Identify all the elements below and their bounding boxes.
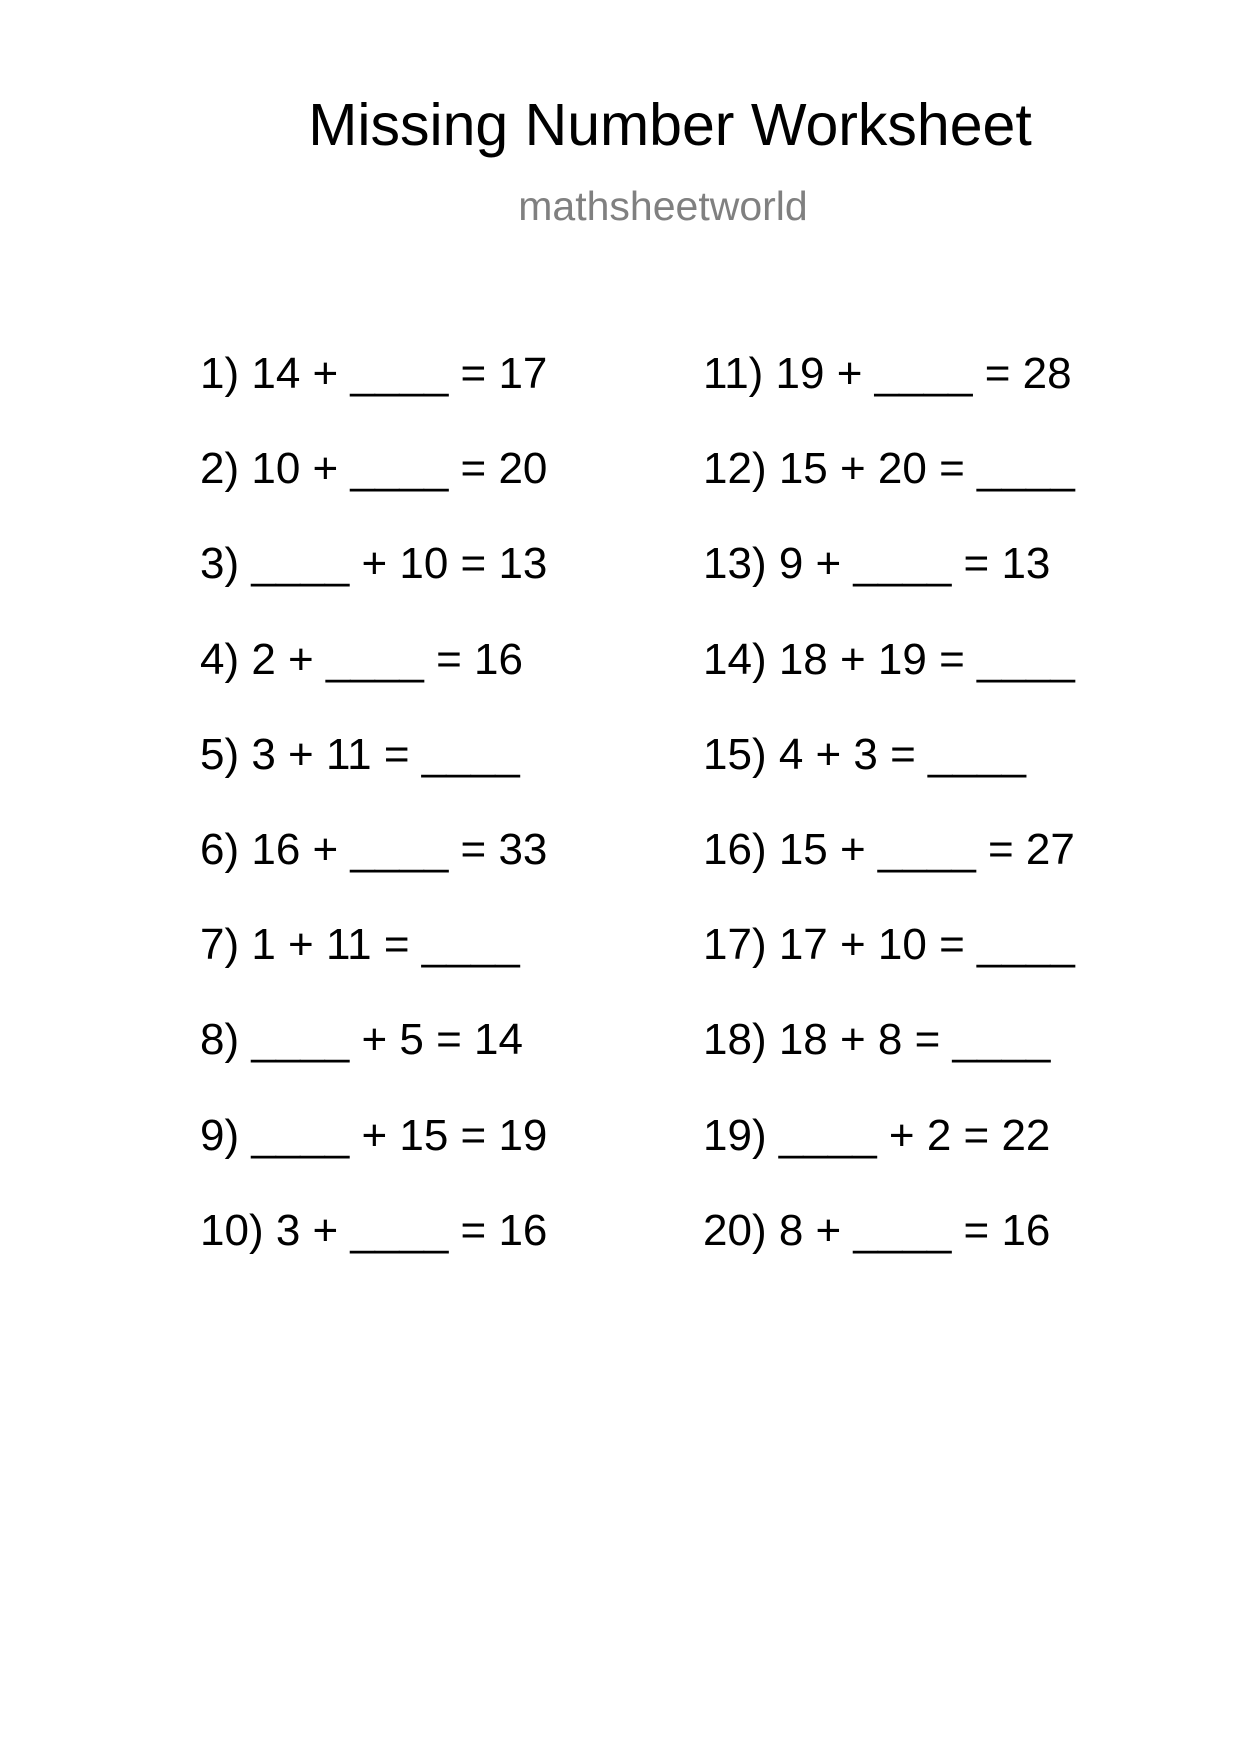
problem-11: 11) 19 + ____ = 28 (703, 349, 1072, 398)
problem-1: 1) 14 + ____ = 17 (200, 349, 548, 398)
problem-10: 10) 3 + ____ = 16 (200, 1205, 548, 1255)
worksheet-title: Missing Number Worksheet (308, 92, 1032, 158)
problem-14: 14) 18 + 19 = ____ (703, 634, 1075, 684)
problem-15: 15) 4 + 3 = ____ (703, 729, 1026, 779)
problem-column-right (703, 349, 1075, 1304)
problem-6: 6) 16 + ____ = 33 (200, 824, 548, 874)
problem-16: 16) 15 + ____ = 27 (703, 824, 1075, 874)
problem-13: 13) 9 + ____ = 13 (703, 539, 1051, 589)
problem-19: 19) ____ + 2 = 22 (703, 1110, 1051, 1160)
worksheet-source: mathsheetworld (518, 183, 808, 229)
problem-column-left (200, 349, 548, 1304)
problem-4: 4) 2 + ____ = 16 (200, 634, 523, 684)
problem-18: 18) 18 + 8 = ____ (703, 1015, 1051, 1065)
problem-9: 9) ____ + 15 = 19 (200, 1110, 548, 1160)
problem-8: 8) ____ + 5 = 14 (200, 1015, 523, 1065)
problem-3: 3) ____ + 10 = 13 (200, 539, 548, 589)
problem-2: 2) 10 + ____ = 20 (200, 444, 548, 494)
problem-12: 12) 15 + 20 = ____ (703, 444, 1075, 494)
problem-5: 5) 3 + 11 = ____ (200, 729, 520, 779)
problem-7: 7) 1 + 11 = ____ (200, 920, 520, 970)
problem-17: 17) 17 + 10 = ____ (703, 920, 1075, 970)
problem-20: 20) 8 + ____ = 16 (703, 1205, 1051, 1255)
